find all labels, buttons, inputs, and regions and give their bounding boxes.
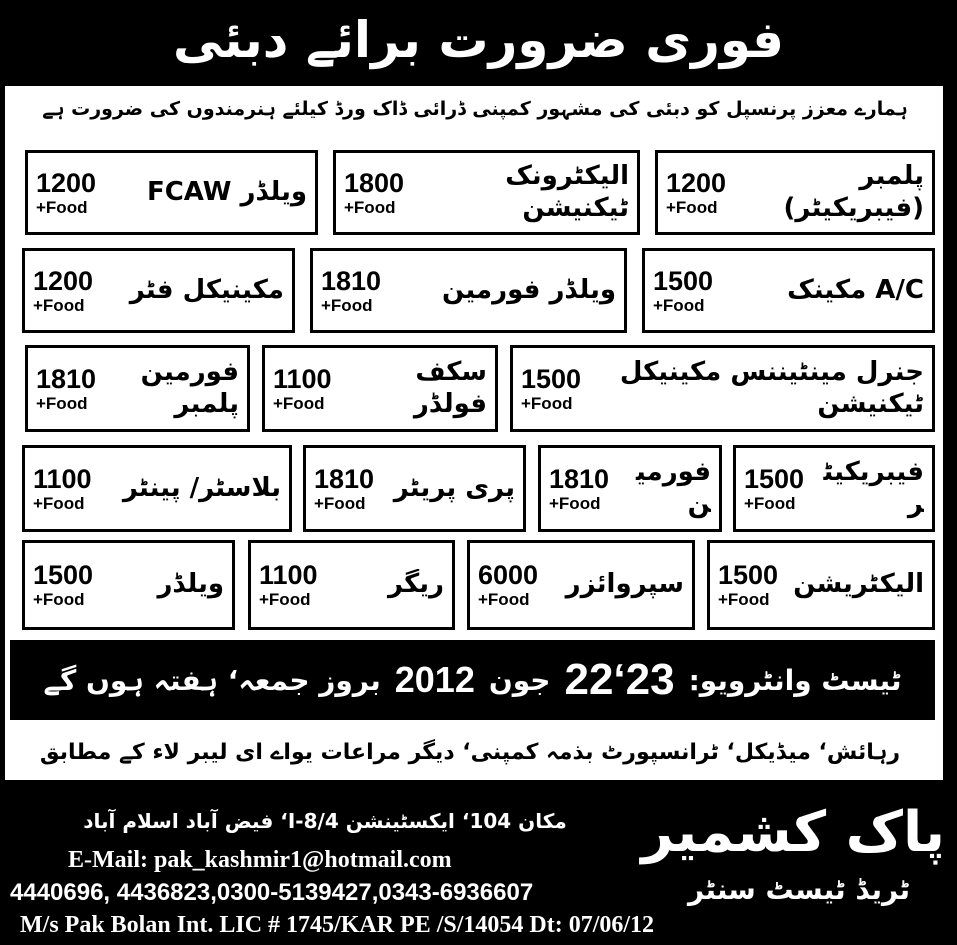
job-box bbox=[333, 150, 640, 235]
salary-block bbox=[259, 560, 318, 610]
job-box bbox=[538, 445, 722, 532]
benefits-text: رہائش‘ میڈیکل‘ ٹرانسپورٹ بذمہ کمپنی‘ دیگر مراعات یواے ای لیبر لاء کے مطابق bbox=[39, 740, 901, 765]
job-box bbox=[655, 150, 935, 235]
job-box bbox=[510, 345, 935, 432]
job-salary: 1810 bbox=[549, 463, 610, 494]
food-label: +Food bbox=[33, 590, 85, 609]
salary-block bbox=[344, 168, 404, 218]
food-label: +Food bbox=[653, 295, 705, 315]
food-label: +Food bbox=[259, 590, 311, 609]
brand-subtitle: ٹریڈ ٹیسٹ سنٹر bbox=[687, 873, 910, 906]
food-label: +Food bbox=[521, 393, 573, 413]
job-box bbox=[642, 248, 935, 333]
job-salary: 1500 bbox=[653, 265, 714, 296]
interview-month: جون bbox=[488, 663, 551, 697]
job-box bbox=[22, 248, 295, 333]
job-title: پلمبر (فیبریکیٹر) bbox=[783, 161, 924, 223]
food-label: +Food bbox=[33, 493, 85, 513]
food-label: +Food bbox=[744, 493, 796, 513]
interview-days: 22‘23 bbox=[564, 655, 675, 704]
job-box bbox=[262, 345, 498, 432]
salary-block bbox=[653, 266, 713, 316]
job-title: فورمین bbox=[635, 457, 711, 519]
job-salary: 1500 bbox=[521, 363, 582, 394]
job-title: ویلڈر bbox=[157, 569, 224, 600]
job-box bbox=[25, 150, 318, 235]
food-label: +Food bbox=[666, 197, 718, 217]
food-label: +Food bbox=[33, 295, 85, 315]
job-salary: 1810 bbox=[314, 463, 375, 494]
job-salary: 1100 bbox=[259, 560, 318, 590]
job-box bbox=[707, 540, 935, 630]
job-title: جنرل مینٹیننس مکینیکل ٹیکنیشن bbox=[619, 357, 924, 419]
job-title: A/C مکینک bbox=[787, 274, 924, 305]
job-title: بلاسٹر/ پینٹر bbox=[122, 472, 281, 503]
job-salary: 1200 bbox=[33, 265, 94, 296]
salary-block bbox=[33, 266, 93, 316]
food-label: +Food bbox=[314, 493, 366, 513]
job-box bbox=[303, 445, 526, 532]
job-box bbox=[733, 445, 935, 532]
address: مکان 104‘ ایکسٹینشن I-8/4‘ فیض آباد اسلام آباد bbox=[83, 809, 567, 833]
interview-suffix: بروز جمعہ‘ ہفتہ ہوں گے bbox=[43, 663, 381, 697]
job-salary: 1800 bbox=[344, 167, 405, 198]
job-salary: 1200 bbox=[36, 167, 97, 198]
salary-block bbox=[36, 364, 96, 414]
food-label: +Food bbox=[36, 197, 88, 217]
salary-block bbox=[273, 364, 332, 414]
license-line: M/s Pak Bolan Int. LIC # 1745/KAR PE /S/14054 Dt: 07/06/12 bbox=[20, 912, 655, 938]
job-box bbox=[310, 248, 627, 333]
salary-block bbox=[478, 560, 538, 610]
food-label: +Food bbox=[549, 493, 601, 513]
job-title: پری پریٹر bbox=[393, 472, 515, 503]
salary-block bbox=[33, 464, 92, 514]
brand-name: پاک کشمیر bbox=[641, 800, 945, 865]
ad-headline: فوری ضرورت برائے دبئی bbox=[173, 11, 784, 69]
salary-block bbox=[314, 464, 374, 514]
job-salary: 1100 bbox=[273, 363, 332, 394]
job-box bbox=[248, 540, 455, 630]
salary-block bbox=[744, 464, 804, 514]
job-box bbox=[467, 540, 695, 630]
job-title: سپروائزر bbox=[565, 569, 684, 600]
salary-block bbox=[718, 560, 778, 610]
salary-block bbox=[321, 266, 381, 316]
job-salary: 1100 bbox=[33, 463, 92, 494]
job-salary: 1500 bbox=[744, 463, 805, 494]
job-title: فورمین پلمبر bbox=[140, 357, 239, 419]
food-label: +Food bbox=[344, 197, 396, 217]
job-title: ریگر bbox=[387, 569, 444, 600]
job-title: فیبریکیٹر bbox=[823, 457, 924, 519]
job-box bbox=[22, 540, 235, 630]
job-box bbox=[22, 445, 292, 532]
food-label: +Food bbox=[36, 393, 88, 413]
phone-numbers: 4440696, 4436823,0300-5139427,0343-6936607 bbox=[10, 879, 534, 906]
email: E-Mail: pak_kashmir1@hotmail.com bbox=[68, 847, 452, 873]
interview-prefix: ٹیسٹ وانٹرویو: bbox=[688, 663, 902, 697]
job-salary: 1200 bbox=[666, 167, 727, 198]
job-salary: 1810 bbox=[36, 363, 97, 394]
job-title: سکف فولڈر bbox=[413, 357, 487, 419]
job-salary: 1500 bbox=[33, 560, 94, 590]
intro-text: ہمارے معزز پرنسپل کو دبئی کی مشہور کمپنی ڈرائی ڈاک ورڈ کیلئے ہنرمندوں کی ضرورت ہے bbox=[42, 98, 908, 120]
food-label: +Food bbox=[478, 590, 530, 609]
salary-block bbox=[549, 464, 609, 514]
job-box bbox=[25, 345, 250, 432]
interview-banner bbox=[10, 640, 935, 720]
food-label: +Food bbox=[718, 590, 770, 609]
salary-block bbox=[33, 560, 93, 610]
salary-block bbox=[36, 168, 96, 218]
interview-year: 2012 bbox=[394, 659, 475, 700]
food-label: +Food bbox=[321, 295, 373, 315]
food-label: +Food bbox=[273, 393, 325, 413]
job-title: ویلڈر فورمین bbox=[442, 274, 616, 305]
job-title: مکینیکل فٹر bbox=[129, 274, 284, 305]
job-title: الیکٹریشن bbox=[793, 569, 924, 600]
job-title: ویلڈر FCAW bbox=[146, 176, 307, 207]
job-salary: 6000 bbox=[478, 560, 539, 590]
job-title: الیکٹرونک ٹیکنیشن bbox=[505, 161, 629, 223]
job-salary: 1810 bbox=[321, 265, 382, 296]
job-salary: 1500 bbox=[718, 560, 779, 590]
salary-block bbox=[521, 364, 581, 414]
salary-block bbox=[666, 168, 726, 218]
